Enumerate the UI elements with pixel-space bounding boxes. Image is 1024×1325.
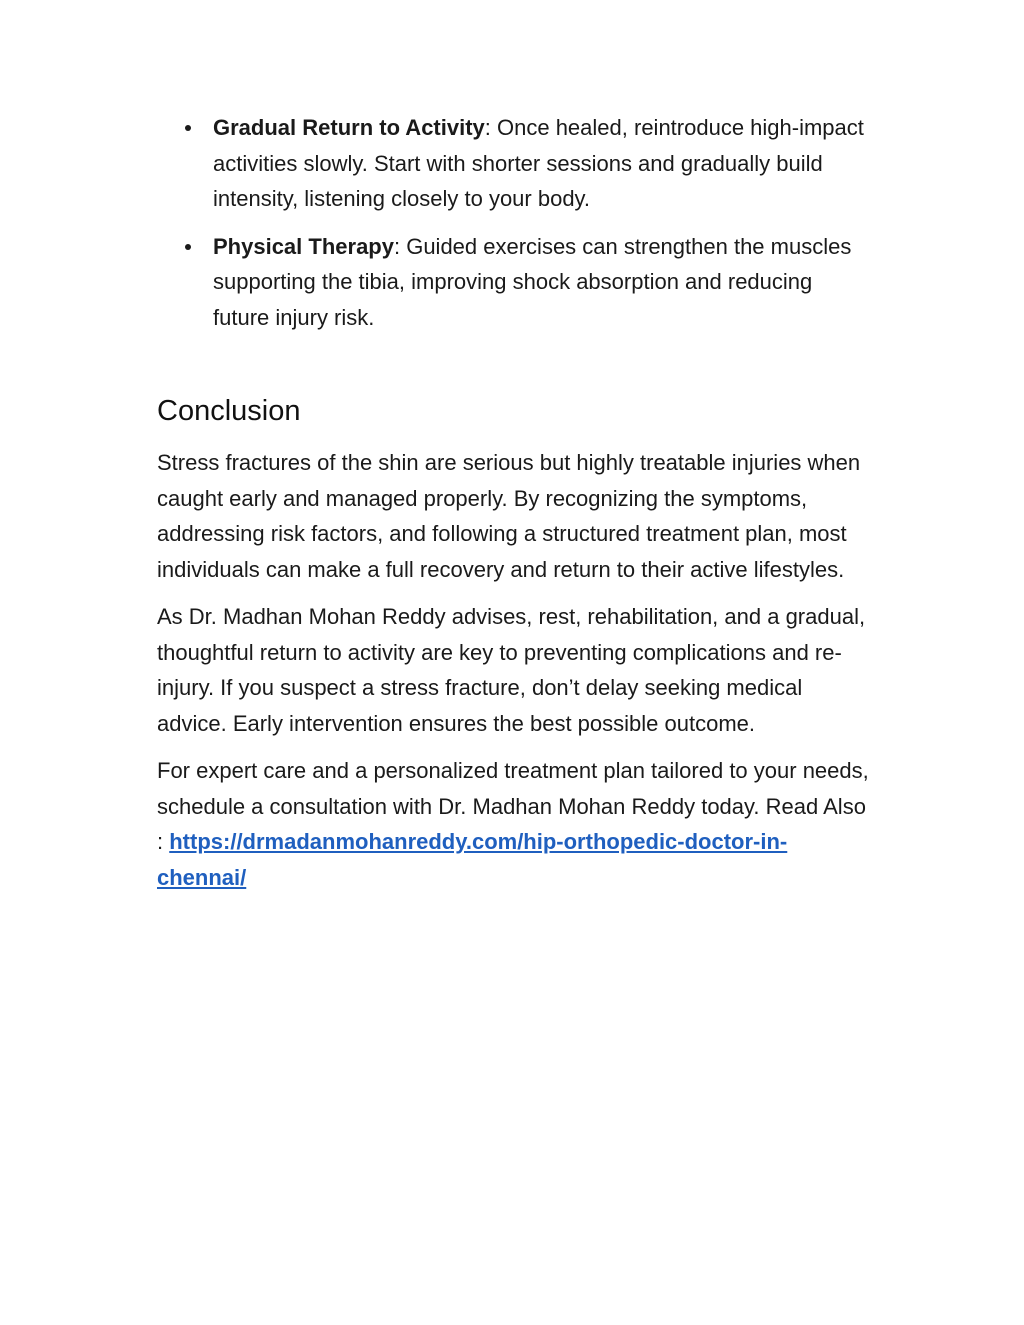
read-also-label: Read Also :	[157, 793, 866, 854]
list-item	[157, 229, 869, 336]
bullet-text: : Guided exercises can strengthen the muscles supporting the tibia, improving shock absorption and reducing future injury risk.	[213, 233, 852, 330]
section-heading: Conclusion	[157, 395, 301, 427]
bullet-term: Gradual Return to Activity	[213, 115, 485, 140]
bullet-icon	[185, 244, 191, 250]
paragraph: Stress fractures of the shin are serious but highly treatable injuries when caught early and managed properly. By recognizing the symptoms, addressing risk factors, and following a structured treatment plan, most individuals can make a full recovery and return to their active lifestyles.	[157, 450, 861, 582]
list-item	[157, 110, 869, 217]
paragraph: As Dr. Madhan Mohan Reddy advises, rest, rehabilitation, and a gradual, thoughtful return to activity are key to preventing complications and re-injury. If you suspect a stress fracture, don’t delay seeking medical advice. Early intervention ensures the best possible outcome.	[157, 604, 866, 736]
paragraph-with-link	[157, 753, 869, 895]
paragraph-text: For expert care and a personalized treatment plan tailored to your needs, schedule a consultation with Dr. Madhan Mohan Reddy today.	[157, 758, 869, 819]
bullet-icon	[185, 125, 191, 131]
bullet-term: Physical Therapy	[213, 233, 394, 259]
bullet-text: : Once healed, reintroduce high-impact activities slowly. Start with shorter sessions and gradually build intensity, listening closely to your body.	[213, 115, 864, 211]
document-page	[157, 110, 869, 907]
read-also-link[interactable]: https://drmadanmohanreddy.com/hip-orthopedic-doctor-in-chennai/	[157, 829, 788, 890]
bullet-list	[157, 110, 869, 335]
